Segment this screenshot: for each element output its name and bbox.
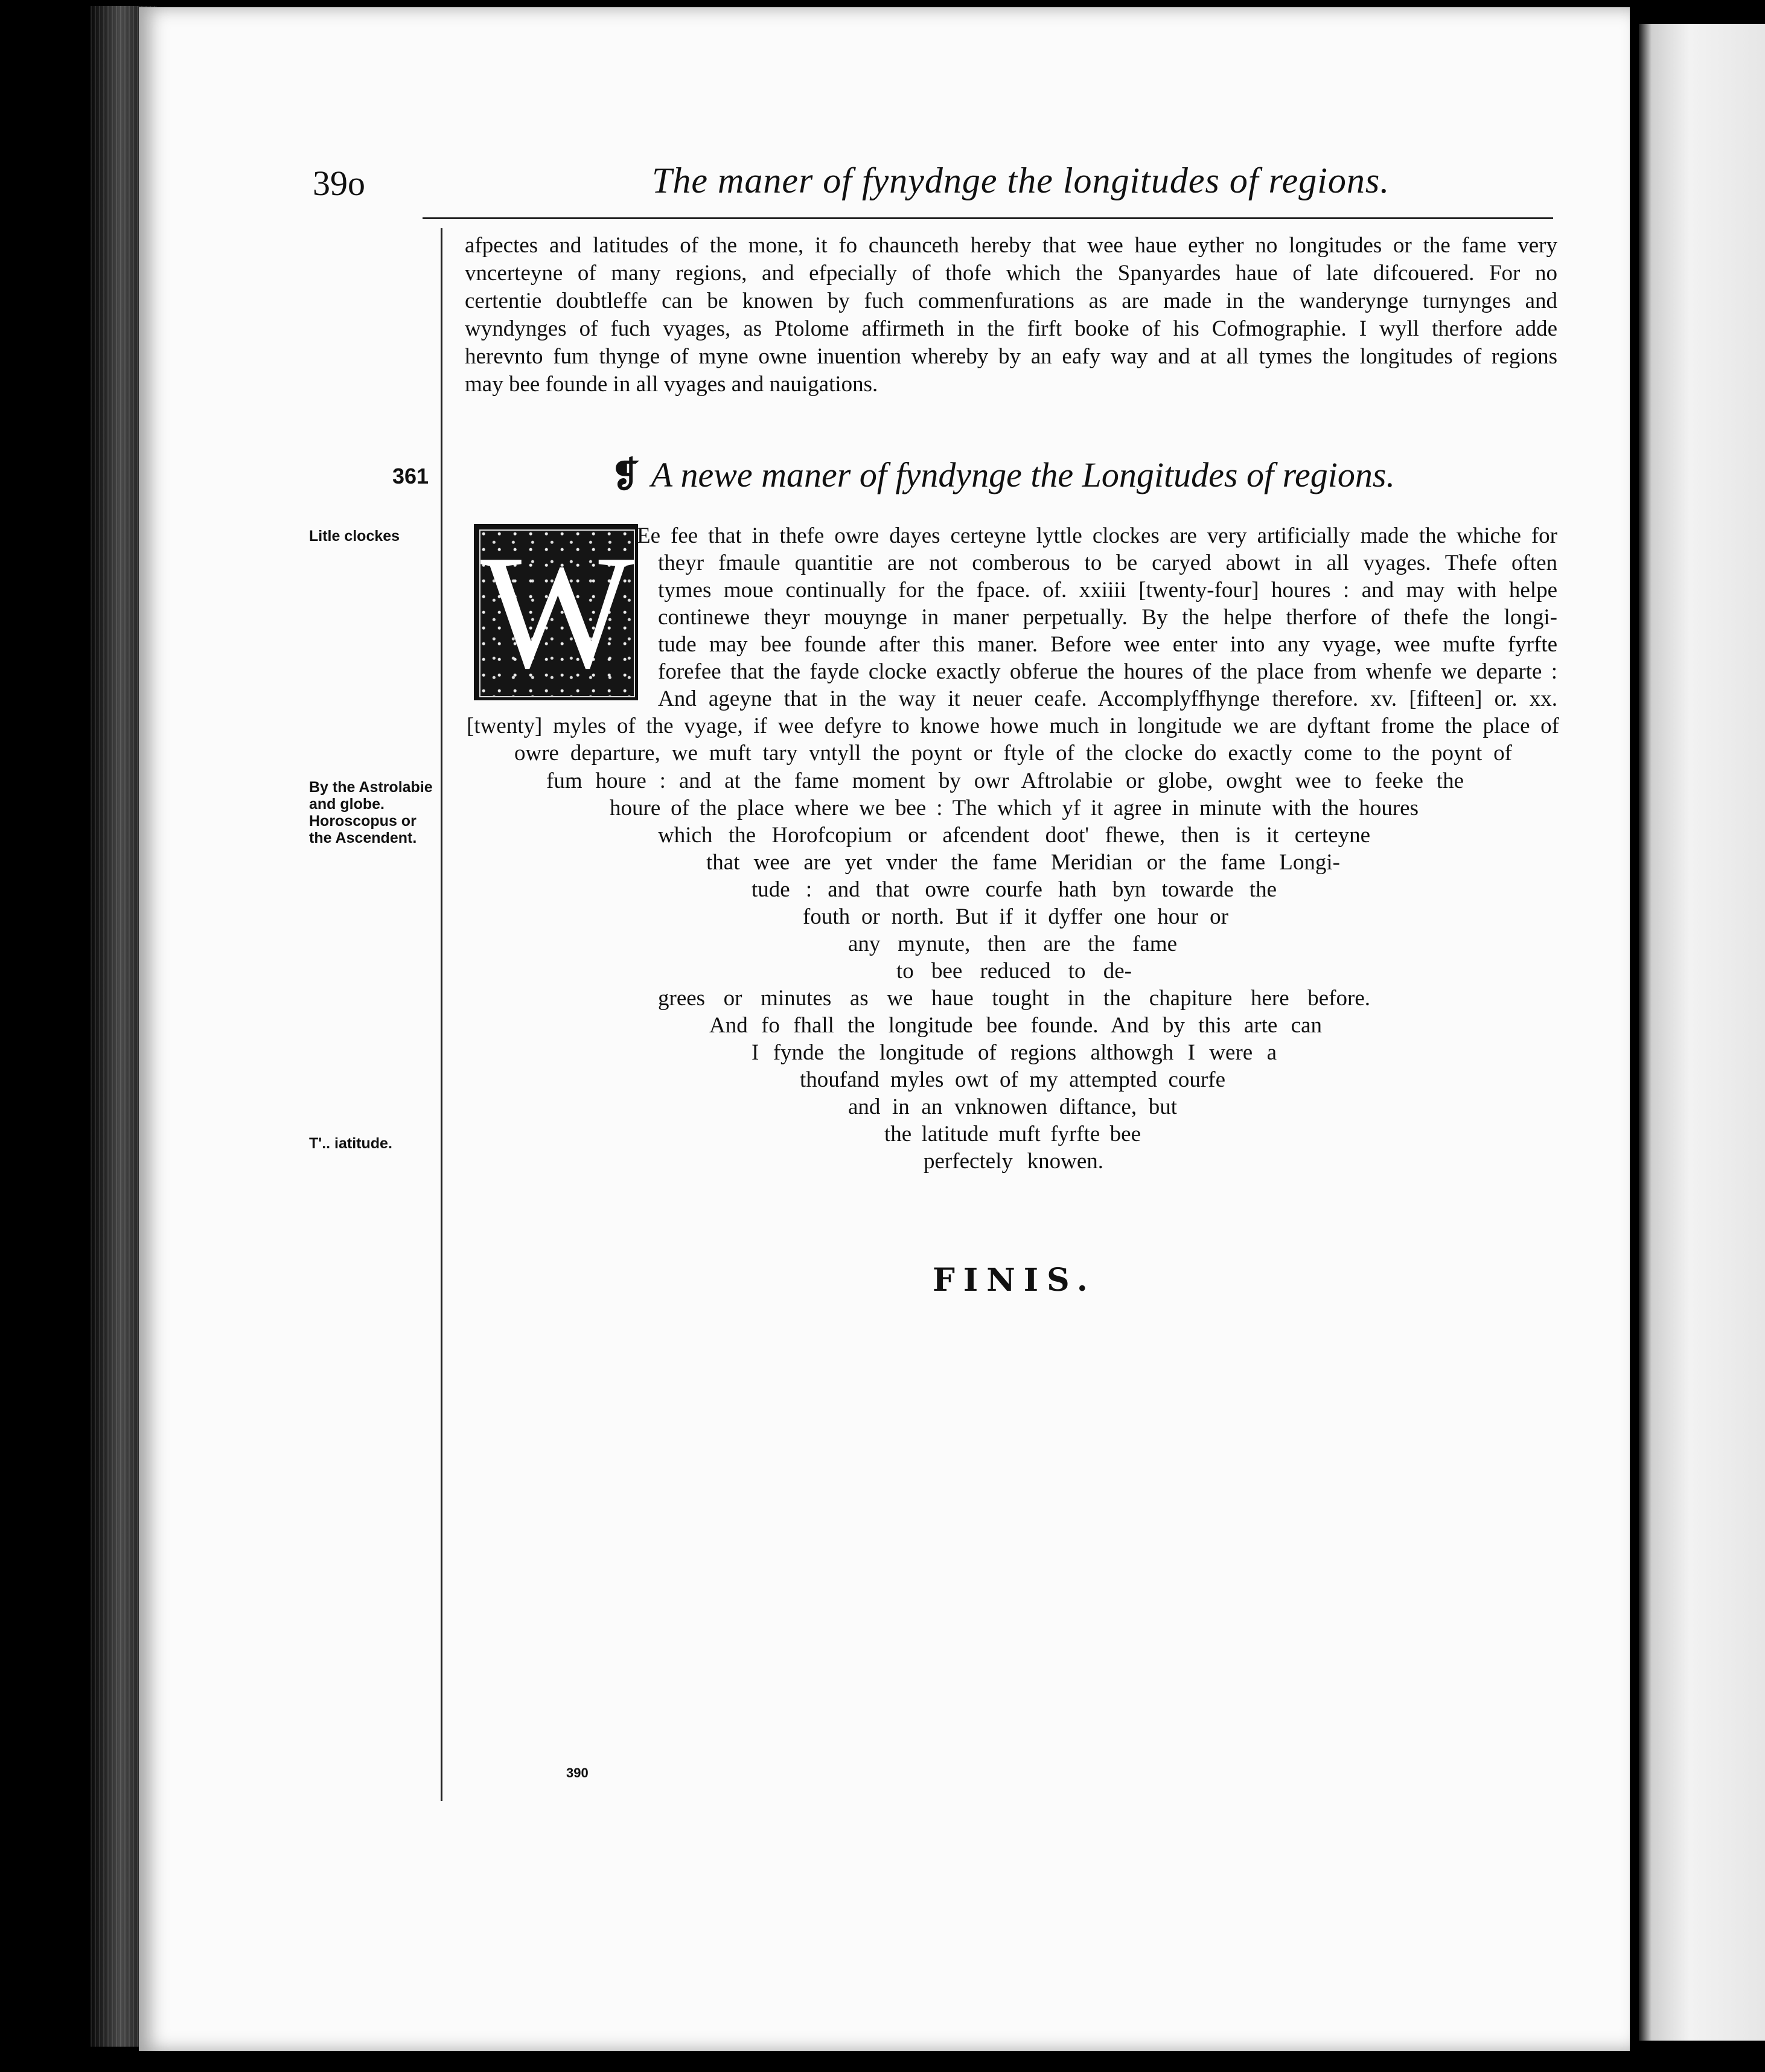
- text-line: Ee fee that in thefe owre dayes certeyne lyttle clockes are very artificially made the whiche for: [637, 523, 1557, 548]
- sidenote-line: By the Astrolabie: [309, 779, 433, 796]
- text-line: that wee are yet vnder the fame Meridian or the fame Longi-: [706, 850, 1340, 875]
- text-line: to bee reduced to de-: [896, 959, 1132, 983]
- text-line: perfectely knowen.: [924, 1149, 1103, 1174]
- text-line: which the Horofcopium or afcendent doot' fhewe, then is it certeyne: [658, 823, 1370, 848]
- text-line: owre departure, we muft tary vntyll the poynt or ftyle of the clocke do exactly come to the poynt of: [514, 741, 1512, 766]
- footer-mark: 390: [566, 1765, 589, 1780]
- text-line: wyndynges of fuch vyages, as Ptolome affirmeth in the firft booke of his Cofmographie. I wyll therfore adde: [465, 316, 1557, 341]
- dropcap-letter: W: [480, 522, 634, 702]
- text-line: vncerteyne of many regions, and efpecially of thofe which the Spanyardes haue of late difcouered. For no: [465, 261, 1557, 286]
- text-line: thoufand myles owt of my attempted courfe: [800, 1067, 1225, 1092]
- text-line: the latitude muft fyrfte bee: [884, 1122, 1141, 1146]
- section-title-text: A newe maner of fyndynge the Longitudes of regions.: [651, 455, 1395, 494]
- text-line: tude : and that owre courfe hath byn towarde the: [752, 877, 1277, 902]
- text-line: continewe theyr mouynge in maner perpetually. By the helpe therfore of thefe the longi-: [658, 605, 1557, 630]
- text-line: any mynute, then are the fame: [848, 932, 1177, 956]
- text-line: certentie doubtleffe can be knowen by fuch commenfurations as are made in the wanderynge turnynges and: [465, 289, 1557, 313]
- pilcrow-icon: ❡: [611, 455, 640, 494]
- text-line: tude may bee founde after this maner. Before wee enter into any vyage, wee mufte fyrfte: [658, 632, 1557, 657]
- text-line: And fo fhall the longitude bee founde. And by this arte can: [709, 1013, 1322, 1038]
- sidenote-line: the Ascendent.: [309, 830, 417, 846]
- text-line: forefee that the fayde clocke exactly obferue the houres of the place from whenfe we departe :: [658, 659, 1557, 684]
- page-number: 39o: [313, 164, 365, 203]
- text-line: [twenty] myles of the vyage, if wee defyre to knowe howe much in longitude we are dyftant frome the place of: [467, 714, 1559, 738]
- facing-page-edge: [1639, 24, 1765, 2041]
- sidenote-line: and globe.: [309, 796, 385, 813]
- text-line: herevnto fum thynge of myne owne inuention whereby by an eafy way and at all tymes the longitudes of regions: [465, 344, 1557, 369]
- text-line: grees or minutes as we haue tought in the chapiture here before.: [658, 986, 1370, 1011]
- text-line: fouth or north. But if it dyffer one hour or: [803, 904, 1228, 929]
- text-line: And ageyne that in the way it neuer ceafe. Accomplyffhynge therefore. xv. [fifteen] or. xx.: [658, 686, 1557, 711]
- sidenote-line: Horoscopus or: [309, 813, 417, 830]
- sidenote-astrolabe: [309, 779, 442, 846]
- margin-rule: [441, 228, 442, 1801]
- dropcap-ornament: [474, 524, 638, 700]
- section-title: [611, 454, 1395, 495]
- text-line: theyr fmaule quantitie are not comberous to be caryed abowt in all vyages. Thefe often: [658, 551, 1557, 575]
- text-line: fum houre : and at the fame moment by owr Aftrolabie or globe, owght wee to feeke the: [546, 769, 1464, 793]
- running-head: The maner of fynydnge the longitudes of regions.: [652, 161, 1390, 200]
- sidenote-clocks: Litle clockes: [309, 528, 400, 545]
- header-rule: [423, 217, 1553, 219]
- text-line: may bee founde in all vyages and nauigations.: [465, 372, 878, 397]
- finis-mark: FINIS.: [933, 1262, 1096, 1299]
- text-line: and in an vnknowen diftance, but: [848, 1095, 1177, 1119]
- text-line: I fynde the longitude of regions althowgh I were a: [752, 1040, 1277, 1065]
- dropcap-frame: [479, 522, 635, 702]
- section-number: 361: [392, 464, 429, 488]
- text-line: houre of the place where we bee : The which yf it agree in minute with the houres: [610, 796, 1419, 820]
- intro-paragraph: [465, 232, 1557, 398]
- text-line: afpectes and latitudes of the mone, it fo chaunceth hereby that wee haue eyther no longitudes or the fame very: [465, 233, 1557, 258]
- text-line: tymes moue continually for the fpace. of. xxiiii [twenty-four] houres : and may with helpe: [658, 578, 1557, 603]
- sidenote-latitude: T'.. iatitude.: [309, 1135, 392, 1152]
